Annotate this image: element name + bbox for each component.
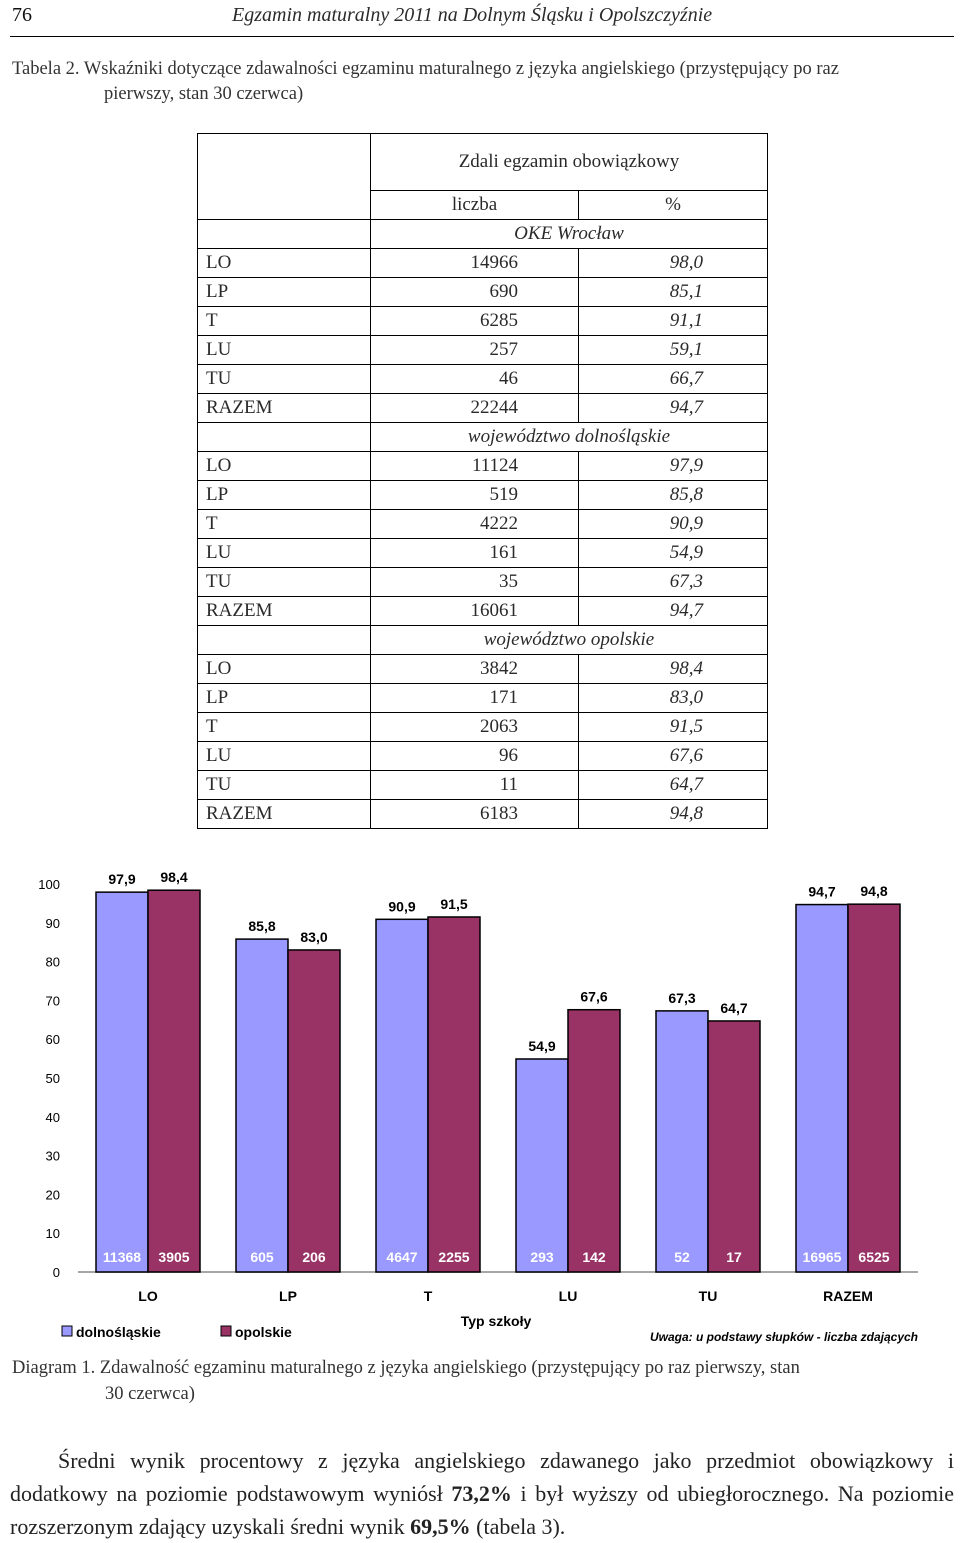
- row-count: 22244: [370, 394, 578, 423]
- row-count: 2063: [370, 713, 578, 742]
- bar-value-label: 67,6: [580, 988, 608, 1005]
- row-label: T: [198, 307, 371, 336]
- bar-count-label: 6525: [858, 1249, 890, 1265]
- row-label: TU: [198, 365, 371, 394]
- bar-count-label: 3905: [158, 1249, 190, 1265]
- y-tick-label: 20: [45, 1187, 60, 1203]
- bar-value-label: 67,3: [668, 989, 696, 1006]
- legend-swatch-dolnośląskie: [62, 1326, 72, 1336]
- row-label: T: [198, 510, 371, 539]
- bar-opolskie: [848, 904, 900, 1272]
- row-pct: 98,4: [579, 655, 768, 684]
- row-pct: 94,7: [579, 597, 768, 626]
- row-pct: 64,7: [579, 771, 768, 800]
- bar-count-label: 206: [302, 1249, 326, 1265]
- row-label: RAZEM: [198, 800, 371, 829]
- table-caption-line1: Tabela 2. Wskaźniki dotyczące zdawalności egzaminu maturalnego z języka angielskiego (przystępujący po raz: [12, 59, 839, 79]
- paragraph-bold1: 73,2%: [451, 1481, 512, 1506]
- bar-value-label: 64,7: [720, 999, 748, 1016]
- y-tick-label: 10: [45, 1226, 60, 1242]
- x-category-label: LO: [138, 1288, 158, 1304]
- table-row: [198, 800, 768, 829]
- y-tick-label: 50: [45, 1071, 60, 1086]
- row-label: RAZEM: [198, 597, 371, 626]
- legend-swatch-opolskie: [221, 1326, 231, 1336]
- row-label: LO: [198, 655, 371, 684]
- row-label: LU: [198, 742, 371, 771]
- bar-opolskie: [288, 950, 340, 1272]
- section-title: województwo opolskie: [370, 626, 767, 655]
- paragraph-bold2: 69,5%: [410, 1514, 471, 1539]
- table-row: [198, 365, 768, 394]
- section-empty-cell: [198, 626, 371, 655]
- row-pct: 90,9: [579, 510, 768, 539]
- bar-dolnośląskie: [96, 892, 148, 1272]
- bar-value-label: 90,9: [388, 898, 416, 915]
- table-row: [198, 394, 768, 423]
- row-pct: 85,8: [579, 481, 768, 510]
- x-category-label: LU: [558, 1288, 578, 1304]
- bar-count-label: 2255: [438, 1249, 470, 1265]
- summary-paragraph: [10, 1444, 954, 1543]
- table-row: [198, 249, 768, 278]
- row-count: 171: [370, 684, 578, 713]
- header-pct: %: [579, 191, 768, 220]
- row-pct: 91,5: [579, 713, 768, 742]
- table-header-row: [198, 134, 768, 191]
- section-empty-cell: [198, 220, 371, 249]
- row-pct: 98,0: [579, 249, 768, 278]
- bar-value-label: 91,5: [440, 895, 468, 912]
- y-tick-label: 90: [45, 915, 60, 931]
- x-category-label: RAZEM: [823, 1288, 873, 1304]
- bar-count-label: 142: [582, 1249, 606, 1265]
- row-count: 96: [370, 742, 578, 771]
- row-count: 690: [370, 278, 578, 307]
- diagram-caption-line1: Diagram 1. Zdawalność egzaminu maturalnego z języka angielskiego (przystępujący po raz pierwszy, stan: [12, 1358, 800, 1378]
- bar-opolskie: [428, 917, 480, 1272]
- bar-dolnośląskie: [516, 1059, 568, 1272]
- bar-value-label: 83,0: [300, 928, 328, 945]
- row-label: LP: [198, 684, 371, 713]
- row-pct: 91,1: [579, 307, 768, 336]
- section-empty-cell: [198, 423, 371, 452]
- row-count: 4222: [370, 510, 578, 539]
- bar-count-label: 52: [674, 1249, 690, 1265]
- page-number: 76: [12, 4, 32, 26]
- table-row: [198, 771, 768, 800]
- row-label: T: [198, 713, 371, 742]
- y-tick-label: 80: [45, 954, 60, 970]
- table-corner-cell: [198, 134, 371, 220]
- row-label: LU: [198, 336, 371, 365]
- bar-opolskie: [568, 1010, 620, 1272]
- paragraph-part1: Średni wynik procentowy z języka angielskiego zdawanego jako przedmiot obowiązkowy i dodatkowy na poziomie podstawowym wyniósł: [10, 1448, 954, 1506]
- table-row: [198, 336, 768, 365]
- bar-value-label: 94,8: [860, 883, 888, 900]
- section-row: [198, 626, 768, 655]
- section-title: województwo dolnośląskie: [370, 423, 767, 452]
- row-count: 161: [370, 539, 578, 568]
- x-axis-title: Typ szkoły: [460, 1313, 532, 1329]
- row-pct: 59,1: [579, 336, 768, 365]
- row-pct: 94,7: [579, 394, 768, 423]
- row-count: 16061: [370, 597, 578, 626]
- row-pct: 85,1: [579, 278, 768, 307]
- section-row: [198, 220, 768, 249]
- bar-dolnośląskie: [656, 1011, 708, 1272]
- legend-label: dolnośląskie: [76, 1324, 161, 1340]
- bar-value-label: 97,9: [108, 871, 136, 888]
- row-label: LP: [198, 481, 371, 510]
- row-count: 35: [370, 568, 578, 597]
- row-pct: 66,7: [579, 365, 768, 394]
- y-tick-label: 60: [45, 1032, 60, 1048]
- bar-count-label: 605: [250, 1249, 274, 1265]
- table-row: [198, 568, 768, 597]
- table-row: [198, 742, 768, 771]
- row-count: 3842: [370, 655, 578, 684]
- bar-count-label: 293: [530, 1249, 554, 1265]
- section-row: [198, 423, 768, 452]
- header-count: liczba: [370, 191, 578, 220]
- row-count: 14966: [370, 249, 578, 278]
- header-rule: [10, 36, 954, 37]
- table-caption-line2: pierwszy, stan 30 czerwca): [104, 84, 304, 104]
- header-main: Zdali egzamin obowiązkowy: [370, 134, 767, 191]
- table-row: [198, 307, 768, 336]
- row-label: TU: [198, 568, 371, 597]
- row-label: RAZEM: [198, 394, 371, 423]
- table-row: [198, 684, 768, 713]
- bar-value-label: 94,7: [808, 883, 836, 900]
- row-pct: 54,9: [579, 539, 768, 568]
- table-row: [198, 655, 768, 684]
- diagram-caption-line2: 30 czerwca): [105, 1384, 195, 1404]
- bar-dolnośląskie: [376, 919, 428, 1272]
- table-row: [198, 481, 768, 510]
- page-header: [0, 0, 960, 36]
- bar-chart: [0, 858, 960, 1358]
- bar-count-label: 4647: [386, 1249, 418, 1265]
- diagram-caption: [12, 1355, 952, 1407]
- row-count: 46: [370, 365, 578, 394]
- table-row: [198, 510, 768, 539]
- row-count: 11124: [370, 452, 578, 481]
- bar-value-label: 54,9: [528, 1037, 556, 1054]
- bar-count-label: 17: [726, 1249, 742, 1265]
- bar-dolnośląskie: [236, 939, 288, 1272]
- row-label: LO: [198, 452, 371, 481]
- row-pct: 83,0: [579, 684, 768, 713]
- row-label: LP: [198, 278, 371, 307]
- chart-note: Uwaga: u podstawy słupków - liczba zdających: [649, 1330, 918, 1344]
- table-row: [198, 278, 768, 307]
- table-row: [198, 539, 768, 568]
- running-title: Egzamin maturalny 2011 na Dolnym Śląsku i Opolszczyźnie: [232, 4, 713, 26]
- table-row: [198, 713, 768, 742]
- paragraph-part3: (tabela 3).: [470, 1514, 566, 1539]
- row-pct: 94,8: [579, 800, 768, 829]
- bar-count-label: 16965: [802, 1249, 842, 1265]
- row-count: 6285: [370, 307, 578, 336]
- x-category-label: LP: [279, 1288, 297, 1304]
- y-tick-label: 100: [38, 877, 60, 892]
- y-tick-label: 40: [45, 1109, 60, 1125]
- x-category-label: T: [423, 1288, 433, 1304]
- table-row: [198, 452, 768, 481]
- legend-label: opolskie: [235, 1324, 292, 1340]
- row-count: 257: [370, 336, 578, 365]
- bar-value-label: 98,4: [160, 869, 188, 886]
- bar-count-label: 11368: [102, 1249, 142, 1265]
- row-pct: 67,3: [579, 568, 768, 597]
- y-tick-label: 0: [52, 1265, 60, 1280]
- section-title: OKE Wrocław: [370, 220, 767, 249]
- row-label: TU: [198, 771, 371, 800]
- row-count: 11: [370, 771, 578, 800]
- bar-dolnośląskie: [796, 905, 848, 1272]
- x-category-label: TU: [698, 1288, 718, 1304]
- results-table: [197, 133, 768, 829]
- table-row: [198, 597, 768, 626]
- paragraph-part2: i był wyższy od ubiegłorocznego. Na poziomie rozszerzonym zdający uzyskali średni wynik: [10, 1481, 954, 1539]
- y-tick-label: 70: [45, 993, 60, 1009]
- row-count: 6183: [370, 800, 578, 829]
- bar-opolskie: [708, 1021, 760, 1272]
- row-count: 519: [370, 481, 578, 510]
- row-label: LU: [198, 539, 371, 568]
- row-label: LO: [198, 249, 371, 278]
- bar-value-label: 85,8: [248, 918, 276, 935]
- table-caption: [12, 57, 952, 107]
- row-pct: 97,9: [579, 452, 768, 481]
- y-tick-label: 30: [45, 1148, 60, 1164]
- row-pct: 67,6: [579, 742, 768, 771]
- bar-opolskie: [148, 890, 200, 1272]
